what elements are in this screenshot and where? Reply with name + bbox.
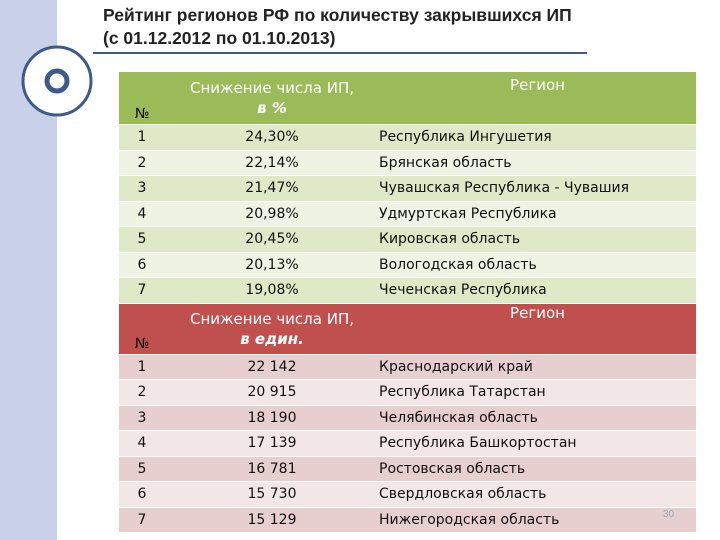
table1-row bbox=[119, 227, 696, 253]
table2-header-metric bbox=[165, 303, 379, 354]
row-region: Нижегородская область bbox=[379, 507, 696, 533]
table1-row bbox=[119, 278, 696, 304]
row-value: 20,45% bbox=[165, 227, 379, 253]
table2-row bbox=[119, 405, 696, 431]
table2-row bbox=[119, 456, 696, 482]
row-region: Челябинская область bbox=[379, 405, 696, 431]
row-value: 16 781 bbox=[165, 456, 379, 482]
row-value: 15 730 bbox=[165, 482, 379, 508]
row-region: Кировская область bbox=[379, 227, 696, 253]
row-number: 2 bbox=[119, 150, 165, 176]
row-value: 19,08% bbox=[165, 278, 379, 304]
circle-logo-icon bbox=[20, 44, 94, 118]
row-value: 21,47% bbox=[165, 176, 379, 202]
row-value: 20 915 bbox=[165, 380, 379, 406]
table1-row bbox=[119, 252, 696, 278]
table1-header-row bbox=[119, 72, 696, 125]
row-number: 2 bbox=[119, 380, 165, 406]
title-underline bbox=[93, 52, 587, 54]
row-value: 24,30% bbox=[165, 125, 379, 151]
row-region: Краснодарский край bbox=[379, 354, 696, 380]
table2-header-num: № bbox=[119, 303, 165, 354]
row-value: 15 129 bbox=[165, 507, 379, 533]
table2-row bbox=[119, 507, 696, 533]
table1-header-metric-line2: в % bbox=[257, 99, 287, 117]
title-line-2: (с 01.12.2012 по 01.10.2013) bbox=[103, 28, 336, 48]
row-number: 4 bbox=[119, 431, 165, 457]
table1-row bbox=[119, 176, 696, 202]
table1-row bbox=[119, 125, 696, 151]
row-region: Вологодская область bbox=[379, 252, 696, 278]
table2-header-region: Регион bbox=[379, 303, 696, 354]
table2-row bbox=[119, 354, 696, 380]
row-number: 6 bbox=[119, 252, 165, 278]
table1-header-num: № bbox=[119, 72, 165, 125]
page-number: 30 bbox=[663, 509, 675, 520]
row-number: 1 bbox=[119, 125, 165, 151]
row-region: Республика Башкортостан bbox=[379, 431, 696, 457]
row-region: Брянская область bbox=[379, 150, 696, 176]
table2-header-metric-line1: Снижение числа ИП, bbox=[190, 309, 354, 328]
table1-header-metric-line1: Снижение числа ИП, bbox=[190, 79, 354, 97]
row-number: 4 bbox=[119, 201, 165, 227]
table2-row bbox=[119, 431, 696, 457]
row-value: 18 190 bbox=[165, 405, 379, 431]
table2-header-row bbox=[119, 303, 696, 354]
table2-row bbox=[119, 380, 696, 406]
row-number: 6 bbox=[119, 482, 165, 508]
ratings-table bbox=[119, 72, 696, 533]
row-region: Удмуртская Республика bbox=[379, 201, 696, 227]
table1-row bbox=[119, 150, 696, 176]
row-value: 17 139 bbox=[165, 431, 379, 457]
title-line-1: Рейтинг регионов РФ по количеству закрывшихся ИП bbox=[103, 5, 572, 25]
row-region: Республика Ингушетия bbox=[379, 125, 696, 151]
row-region: Чувашская Республика - Чувашия bbox=[379, 176, 696, 202]
row-value: 20,13% bbox=[165, 252, 379, 278]
row-value: 22 142 bbox=[165, 354, 379, 380]
row-number: 3 bbox=[119, 405, 165, 431]
page-title bbox=[103, 4, 703, 50]
table2-header-metric-line2: в един. bbox=[240, 329, 304, 348]
row-region: Чеченская Республика bbox=[379, 278, 696, 304]
row-number: 7 bbox=[119, 278, 165, 304]
row-value: 22,14% bbox=[165, 150, 379, 176]
table1-header-metric bbox=[165, 72, 379, 125]
row-value: 20,98% bbox=[165, 201, 379, 227]
row-number: 7 bbox=[119, 507, 165, 533]
row-number: 1 bbox=[119, 354, 165, 380]
row-region: Ростовская область bbox=[379, 456, 696, 482]
row-region: Свердловская область bbox=[379, 482, 696, 508]
row-number: 5 bbox=[119, 456, 165, 482]
table1-header-region: Регион bbox=[379, 72, 696, 125]
row-number: 3 bbox=[119, 176, 165, 202]
row-number: 5 bbox=[119, 227, 165, 253]
row-region: Республика Татарстан bbox=[379, 380, 696, 406]
table2-row bbox=[119, 482, 696, 508]
table1-row bbox=[119, 201, 696, 227]
